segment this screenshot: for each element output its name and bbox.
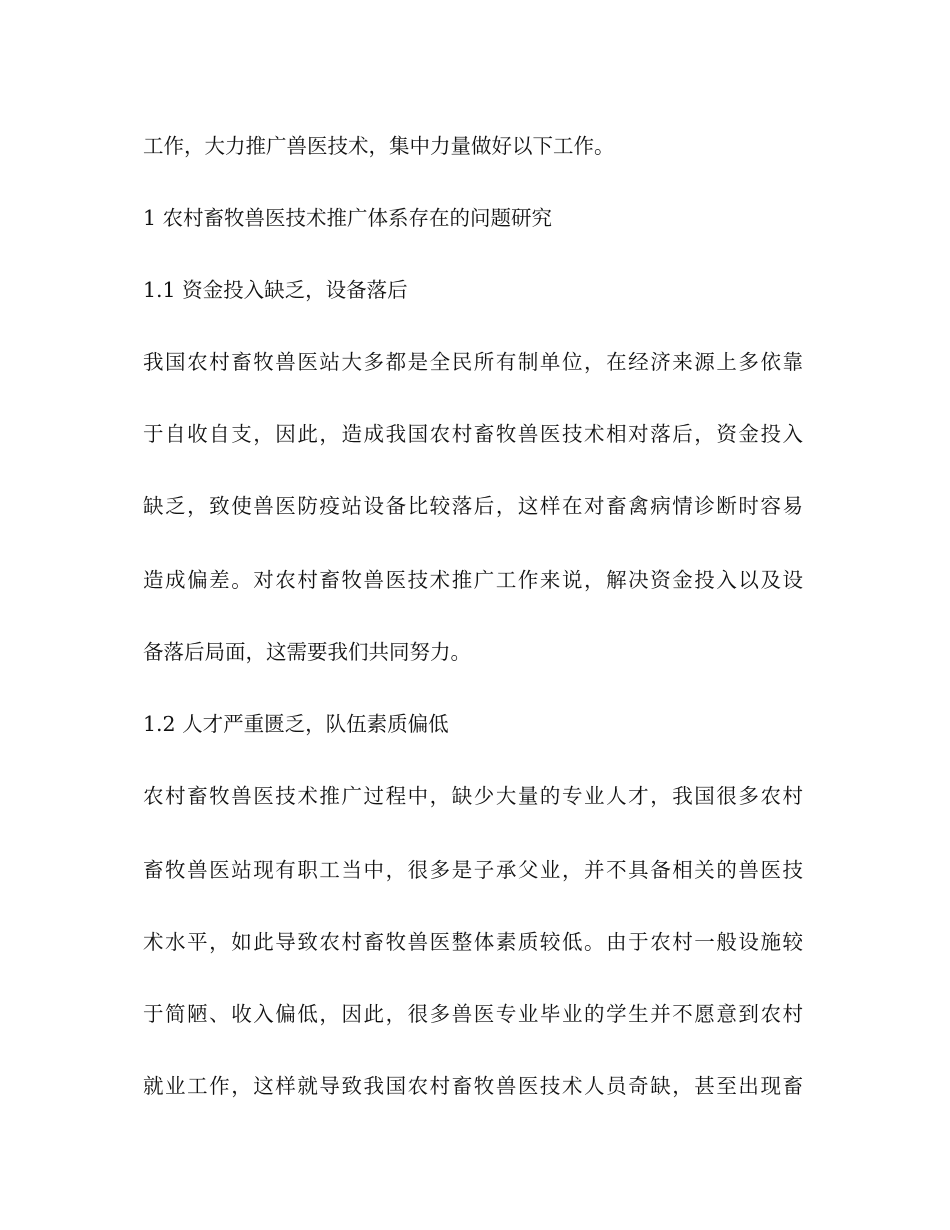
text-line: 备落后局面，这需要我们共同努力。 [143, 640, 471, 664]
text-line: 造成偏差。对农村畜牧兽医技术推广工作来说，解决资金投入以及设 [143, 568, 803, 592]
text-line: 农村畜牧兽医技术推广过程中，缺少大量的专业人才，我国很多农村 [143, 784, 803, 808]
text-line: 工作，大力推广兽医技术，集中力量做好以下工作。 [143, 134, 615, 158]
text-line: 畜牧兽医站现有职工当中，很多是子承父业，并不具备相关的兽医技 [143, 858, 803, 882]
text-line: 我国农村畜牧兽医站大多都是全民所有制单位，在经济来源上多依靠 [143, 350, 803, 374]
text-line: 缺乏，致使兽医防疫站设备比较落后，这样在对畜禽病情诊断时容易 [143, 494, 803, 518]
section-heading: 1 农村畜牧兽医技术推广体系存在的问题研究 [143, 206, 553, 230]
subsection-heading: 1.2 人才严重匮乏，队伍素质偏低 [143, 712, 449, 736]
subsection-heading: 1.1 资金投入缺乏，设备落后 [143, 278, 408, 302]
text-line: 术水平，如此导致农村畜牧兽医整体素质较低。由于农村一般设施较 [143, 930, 803, 954]
text-line: 就业工作，这样就导致我国农村畜牧兽医技术人员奇缺，甚至出现畜 [143, 1074, 803, 1098]
text-line: 于自收自支，因此，造成我国农村畜牧兽医技术相对落后，资金投入 [143, 422, 803, 446]
text-line: 于简陋、收入偏低，因此，很多兽医专业毕业的学生并不愿意到农村 [143, 1002, 803, 1026]
